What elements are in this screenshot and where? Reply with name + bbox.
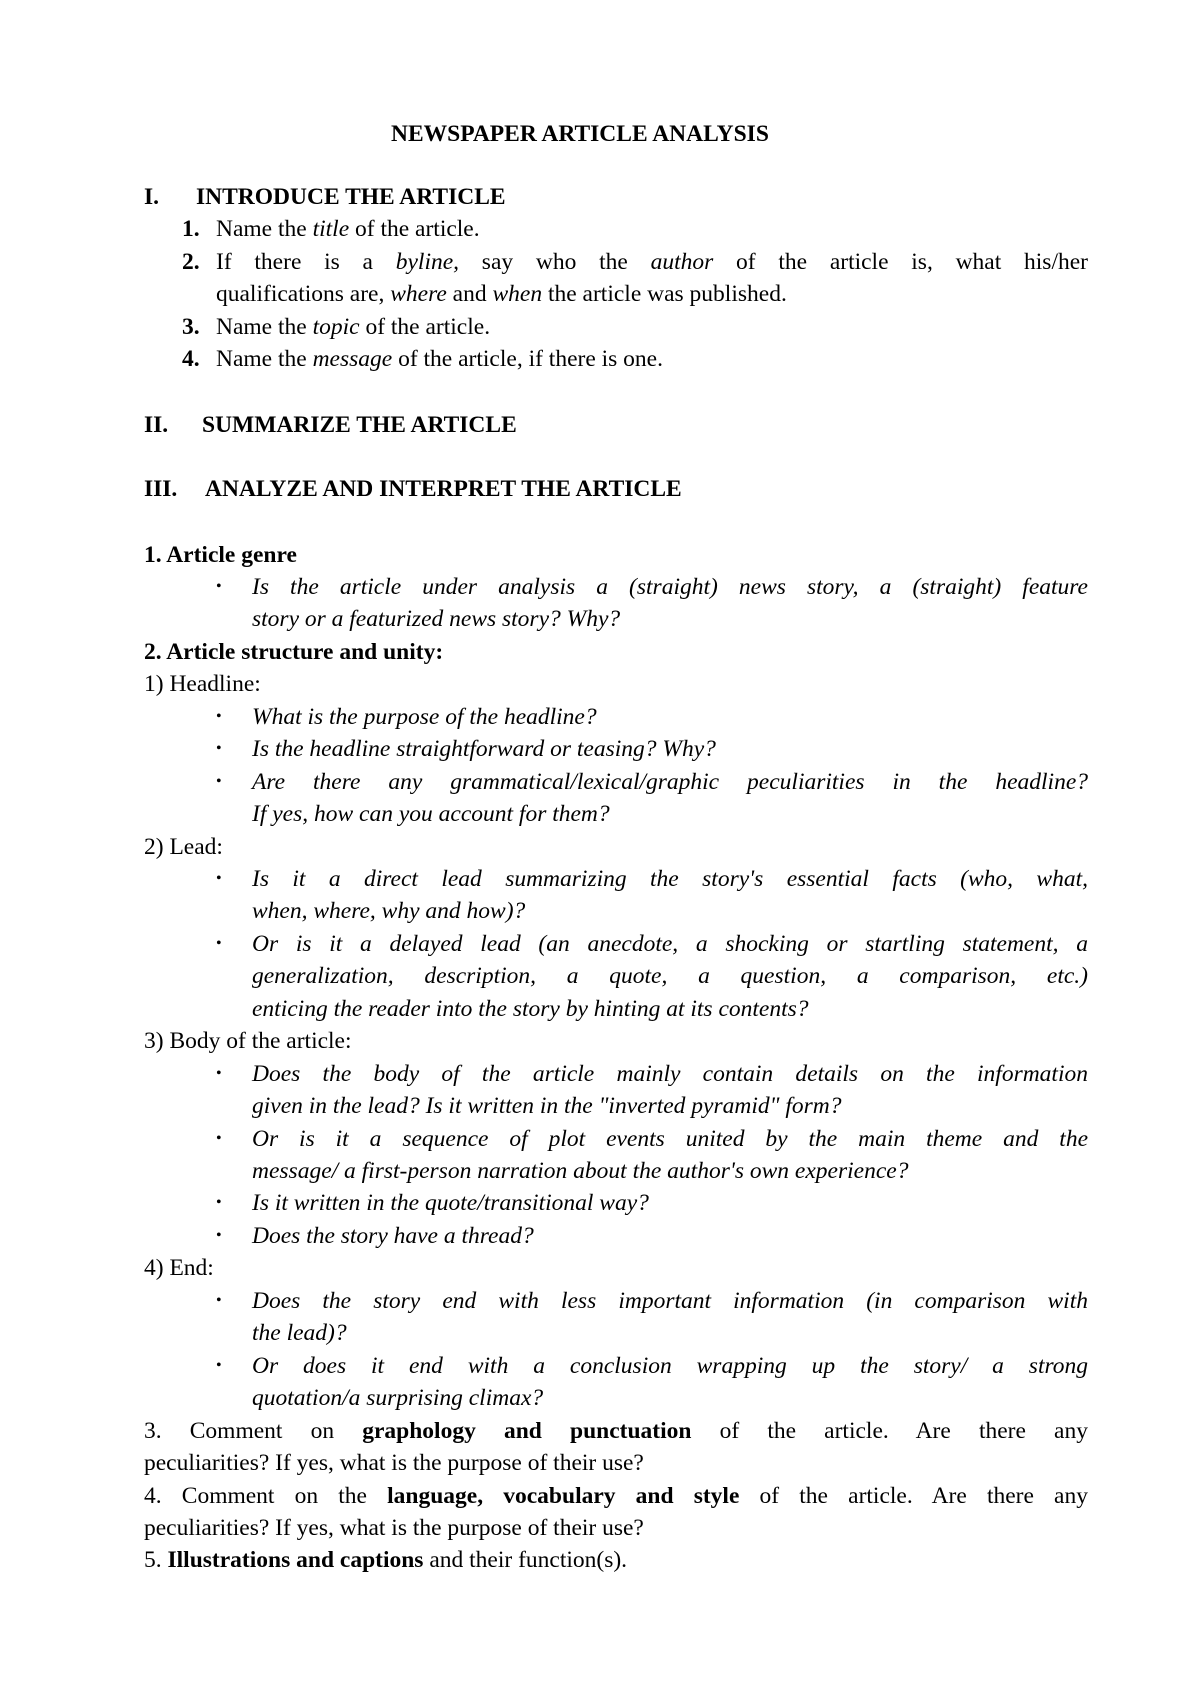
lead-subheading: 2) Lead: [144,834,223,860]
bullet-icon: • [216,773,222,790]
structure-heading: 2. Article structure and unity: [144,639,444,665]
genre-bullet-1-line-1: Is the article under analysis a (straight) news story, a (straight) feature [252,574,1088,600]
body-bullet-1-line-1: Does the body of the article mainly contain details on the information [252,1061,1088,1087]
item-2-number: 2. [182,249,200,275]
item-1-number: 1. [182,216,200,242]
item-2-line-2: qualifications are, where and when the article was published. [216,281,787,307]
bullet-icon: • [216,1065,222,1082]
bullet-icon: • [216,1194,222,1211]
body-bullet-4: Does the story have a thread? [252,1223,534,1249]
headline-bullet-1: What is the purpose of the headline? [252,704,597,730]
lead-bullet-2-line-2: generalization, description, a quote, a question, a comparison, etc.) [252,963,1088,989]
item-2-line-1: If there is a byline, say who the author of the article is, what his/her [216,249,1088,275]
body-bullet-2-line-1: Or is it a sequence of plot events united by the main theme and the [252,1126,1088,1152]
headline-bullet-3-line-1: Are there any grammatical/lexical/graphic peculiarities in the headline? [252,769,1088,795]
genre-bullet-1-line-2: story or a featurized news story? Why? [252,606,621,632]
lead-bullet-1-line-2: when, where, why and how)? [252,898,526,924]
headline-subheading: 1) Headline: [144,671,261,697]
item-4-text: Name the message of the article, if there is one. [216,346,663,372]
section-1-heading: INTRODUCE THE ARTICLE [196,184,506,210]
section-2-number: II. [144,412,169,438]
lead-bullet-2-line-1: Or is it a delayed lead (an anecdote, a shocking or startling statement, a [252,931,1088,957]
section-2-heading: SUMMARIZE THE ARTICLE [202,412,517,438]
headline-bullet-3-line-2: If yes, how can you account for them? [252,801,610,827]
bullet-icon: • [216,708,222,725]
end-bullet-2-line-1: Or does it end with a conclusion wrapping up the story/ a strong [252,1353,1088,1379]
section-1-number: I. [144,184,160,210]
bullet-icon: • [216,1130,222,1147]
bullet-icon: • [216,935,222,952]
item-3-text: Name the topic of the article. [216,314,491,340]
bullet-icon: • [216,870,222,887]
item-3-number: 3. [182,314,200,340]
bullet-icon: • [216,740,222,757]
body-subheading: 3) Body of the article: [144,1028,352,1054]
bullet-icon: • [216,1357,222,1374]
end-bullet-1-line-2: the lead)? [252,1320,347,1346]
item-graphology-line-1: 3. Comment on graphology and punctuation of the article. Are there any [144,1418,1088,1444]
lead-bullet-2-line-3: enticing the reader into the story by hinting at its contents? [252,996,809,1022]
bullet-icon: • [216,1227,222,1244]
end-subheading: 4) End: [144,1255,214,1281]
section-3-number: III. [144,476,178,502]
item-illustrations: 5. Illustrations and captions and their function(s). [144,1547,628,1573]
end-bullet-1-line-1: Does the story end with less important information (in comparison with [252,1288,1088,1314]
bullet-icon: • [216,578,222,595]
lead-bullet-1-line-1: Is it a direct lead summarizing the story's essential facts (who, what, [252,866,1088,892]
item-graphology-line-2: peculiarities? If yes, what is the purpose of their use? [144,1450,644,1476]
headline-bullet-2: Is the headline straightforward or teasing? Why? [252,736,716,762]
item-4-number: 4. [182,346,200,372]
body-bullet-3: Is it written in the quote/transitional way? [252,1190,649,1216]
item-language-line-2: peculiarities? If yes, what is the purpose of their use? [144,1515,644,1541]
item-1-text: Name the title of the article. [216,216,480,242]
end-bullet-2-line-2: quotation/a surprising climax? [252,1385,544,1411]
document-title: NEWSPAPER ARTICLE ANALYSIS [391,121,769,147]
bullet-icon: • [216,1292,222,1309]
section-3-heading: ANALYZE AND INTERPRET THE ARTICLE [205,476,682,502]
body-bullet-1-line-2: given in the lead? Is it written in the "inverted pyramid" form? [252,1093,842,1119]
item-language-line-1: 4. Comment on the language, vocabulary and style of the article. Are there any [144,1483,1088,1509]
body-bullet-2-line-2: message/ a first-person narration about the author's own experience? [252,1158,909,1184]
genre-heading: 1. Article genre [144,542,297,568]
